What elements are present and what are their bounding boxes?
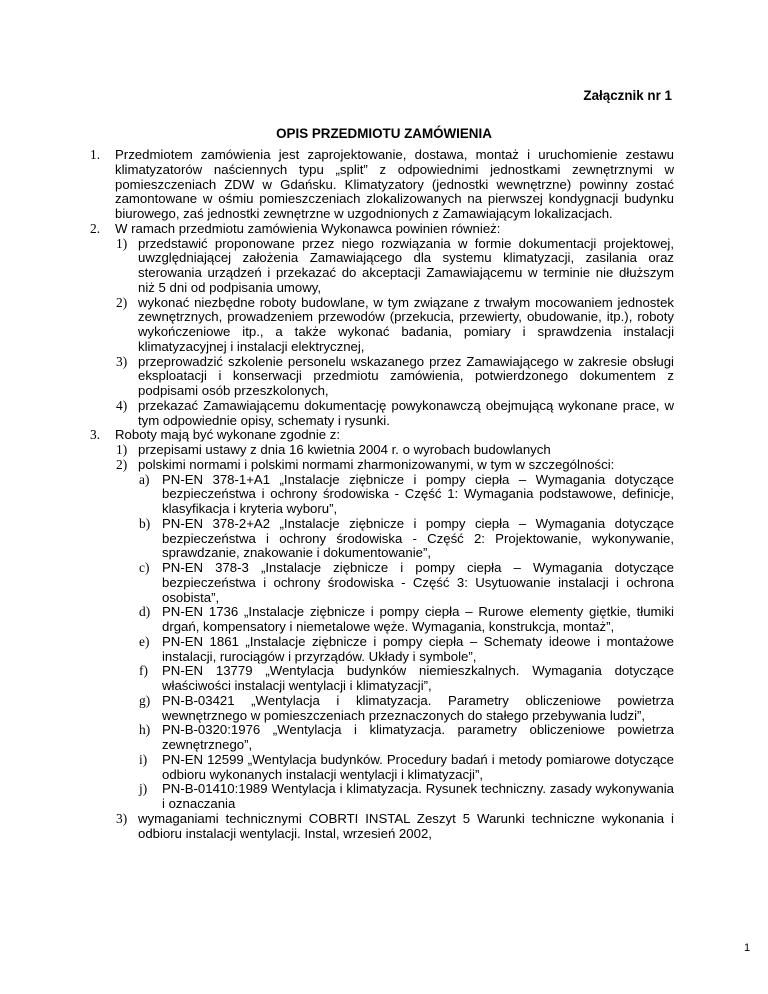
list-item bbox=[88, 635, 674, 665]
list-item bbox=[88, 753, 674, 783]
item-text: PN-B-03421 „Wentylacja i klimatyzacja. Parametry obliczeniowe powietrza wewnętrznego w pomieszczeniach przeznaczonych do stałego przebywania ludzi”, bbox=[162, 692, 674, 723]
item-number: 3. bbox=[90, 427, 101, 443]
item-number: 3) bbox=[116, 353, 128, 369]
list-item bbox=[88, 517, 674, 561]
item-text: wykonać niezbędne roboty budowlane, w tym związane z trwałym mocowaniem jednostek zewnętrznych, prowadzeniem przewodów (przekucia, przewierty, obudowanie, itp.), roboty wykończeniowe itp., a także wykonać badania, pomiary i sprawdzenia instalacji klimatyzacyjnej i instalacji elektrycznej, bbox=[138, 294, 674, 354]
item-number: 1. bbox=[90, 147, 101, 162]
item-text: polskimi normami i polskimi normami zharmonizowanymi, w tym w szczególności: bbox=[138, 456, 615, 472]
list-item bbox=[88, 443, 674, 458]
item-number: 4) bbox=[116, 397, 128, 413]
item-number: e) bbox=[139, 633, 150, 649]
list-item bbox=[88, 428, 674, 443]
item-text: PN-EN 378-1+A1 „Instalacje ziębnicze i pompy ciepła – Wymagania dotyczące bezpieczeństwa i ochrony środowiska - Część 1: Wymagania podstawowe, definicje, klasyfikacja i kryteria wyboru”, bbox=[162, 471, 674, 516]
list-item bbox=[88, 222, 674, 237]
list-item bbox=[88, 561, 674, 605]
item-text: przedstawić proponowane przez niego rozwiązania w formie dokumentacji projektowej, uwzględniającej założenia Zamawiającego dla systemu klimatyzacji, zasilania oraz sterowania urządzeń i przekazać do akceptacji Zamawiającemu w terminie nie dłuższym niż 5 dni od podpisania umowy, bbox=[138, 235, 674, 295]
item-text: PN-B-0320:1976 „Wentylacja i klimatyzacja. parametry obliczeniowe powietrza zewnętrznego”, bbox=[162, 722, 674, 752]
list-item bbox=[88, 148, 674, 222]
item-text: Roboty mają być wykonane zgodnie z: bbox=[115, 427, 341, 443]
list-item bbox=[88, 355, 674, 399]
item-text: PN-EN 378-3 „Instalacje ziębnicze i pompy ciepła – Wymagania dotyczące bezpieczeństwa i ochrony środowiska - Część 3: Usytuowanie instalacji i ochrona osobista”, bbox=[162, 560, 674, 605]
annex-label: Załącznik nr 1 bbox=[583, 88, 672, 103]
item-number: j) bbox=[139, 781, 148, 797]
item-text: wymaganiami technicznymi COBRTI INSTAL Zeszyt 5 Warunki techniczne wykonania i odbioru instalacji wentylacji. Instal, wrzesień 2002, bbox=[138, 810, 674, 841]
list-item bbox=[88, 473, 674, 517]
item-text: PN-EN 1861 „Instalacje ziębnicze i pompy ciepła – Schematy ideowe i montażowe instalacji, rurociągów i przyrządów. Układy i symbole”, bbox=[162, 633, 674, 664]
list-item bbox=[88, 399, 674, 429]
item-text: przepisami ustawy z dnia 16 kwietnia 2004 r. o wyrobach budowlanych bbox=[138, 442, 551, 457]
item-number: 2) bbox=[116, 294, 128, 310]
list-item bbox=[88, 458, 674, 473]
item-text: przeprowadzić szkolenie personelu wskazanego przez Zamawiającego w zakresie obsługi eksploatacji i konserwacji przedmiotu zamówienia, potwierdzonego dokumentem z podpisami osób przeszkolonych, bbox=[138, 353, 674, 398]
item-number: 1) bbox=[116, 235, 128, 251]
item-text: W ramach przedmiotu zamówienia Wykonawca powinien również: bbox=[115, 220, 501, 236]
list-item bbox=[88, 237, 674, 296]
item-number: i) bbox=[139, 751, 148, 767]
item-text: Przedmiotem zamówienia jest zaprojektowanie, dostawa, montaż i uruchomienie zestawu klimatyzatorów naściennych typu „split” z odpowiednimi jednostkami zewnętrznymi w pomieszczeniach ZDW w Gdańsku. Klimatyzatory (jednostki wewnętrzne) powinny zostać zamontowane w ośmiu pomieszczeniach zlokalizowanych na pierwszej kondygnacji budynku biurowego, zaś jednostki zewnętrzne w uzgodnionych z Zamawiającym lokalizacjach. bbox=[115, 147, 674, 221]
document-title: OPIS PRZEDMIOTU ZAMÓWIENIA bbox=[276, 126, 492, 141]
document-body bbox=[88, 148, 674, 841]
item-number: 3) bbox=[116, 810, 128, 826]
item-text: przekazać Zamawiającemu dokumentację powykonawczą obejmującą wykonane prace, w tym odpowiednie opisy, schematy i rysunki. bbox=[138, 397, 674, 428]
item-text: PN-EN 12599 „Wentylacja budynków. Procedury badań i metody pomiarowe dotyczące odbioru wykonanych instalacji wentylacji i klimatyzacji”, bbox=[162, 751, 674, 782]
item-number: a) bbox=[139, 471, 150, 487]
page-number: 1 bbox=[744, 942, 751, 954]
list-item bbox=[88, 723, 674, 753]
item-number: 2. bbox=[90, 220, 101, 236]
item-number: f) bbox=[139, 663, 148, 679]
item-number: g) bbox=[139, 692, 151, 708]
item-number: d) bbox=[139, 604, 151, 620]
item-text: PN-B-01410:1989 Wentylacja i klimatyzacja. Rysunek techniczny. zasady wykonywania i oznaczania bbox=[162, 781, 674, 811]
item-text: PN-EN 13779 „Wentylacja budynków niemieszkalnych. Wymagania dotyczące właściwości instalacji wentylacji i klimatyzacji”, bbox=[162, 663, 674, 693]
list-item bbox=[88, 812, 674, 842]
list-item bbox=[88, 782, 674, 812]
list-item bbox=[88, 605, 674, 635]
item-text: PN-EN 1736 „Instalacje ziębnicze i pompy ciepła – Rurowe elementy giętkie, tłumiki drgań, kompensatory i niemetalowe węże. Wymagania, konstrukcja, montaż”, bbox=[162, 604, 674, 634]
item-number: 2) bbox=[116, 456, 128, 472]
item-text: PN-EN 378-2+A2 „Instalacje ziębnicze i pompy ciepła – Wymagania dotyczące bezpieczeństwa i ochrony środowiska - Część 2: Projektowanie, wykonywanie, sprawdzanie, znakowanie i dokumentowanie”, bbox=[162, 515, 674, 561]
item-number: b) bbox=[139, 515, 151, 531]
item-number: c) bbox=[139, 560, 150, 575]
list-item bbox=[88, 296, 674, 355]
item-number: 1) bbox=[116, 442, 128, 457]
list-item bbox=[88, 694, 674, 724]
item-number: h) bbox=[139, 722, 151, 738]
list-item bbox=[88, 664, 674, 694]
